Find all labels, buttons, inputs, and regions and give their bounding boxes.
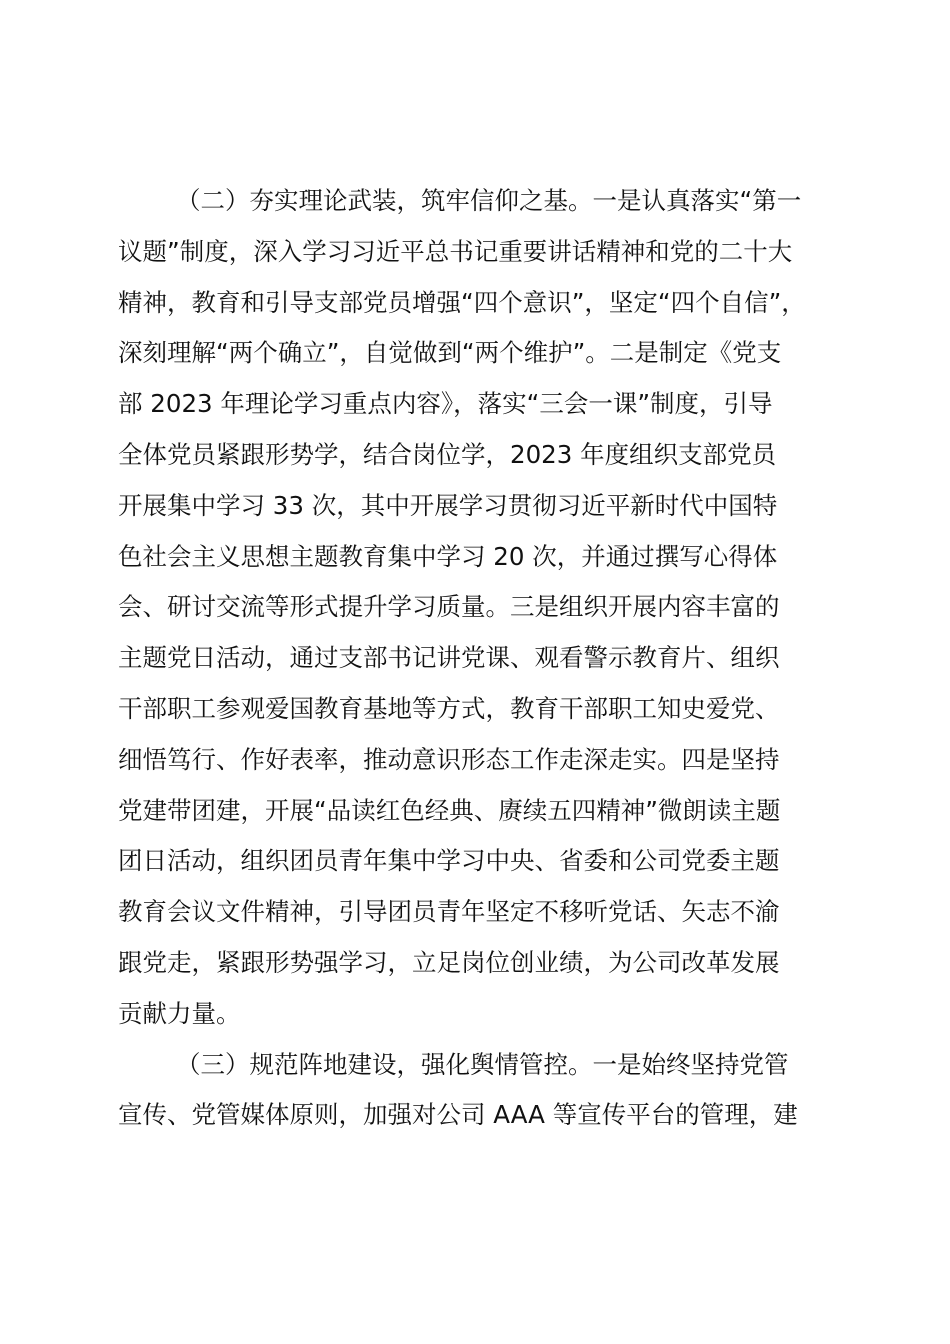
paragraph-2-line-8: 色社会主义思想主题教育集中学习 20 次，并通过撰写心得体 (118, 541, 778, 571)
paragraph-2-line-1: （二）夯实理论武装，筑牢信仰之基。一是认真落实“第一 (176, 186, 802, 215)
paragraph-2-line-9: 会、研讨交流等形式提升学习质量。三是组织开展内容丰富的 (118, 592, 780, 622)
paragraph-2-line-12: 细悟笃行、作好表率，推动意识形态工作走深走实。四是坚持 (118, 744, 780, 774)
paragraph-3-line-1: （三）规范阵地建设，强化舆情管控。一是始终坚持党管 (176, 1049, 789, 1079)
paragraph-2-line-17: 贡献力量。 (118, 998, 241, 1028)
paragraph-2-line-15: 教育会议文件精神，引导团员青年坚定不移听党话、矢志不渝 (118, 897, 780, 927)
paragraph-2-line-16: 跟党走，紧跟形势强学习，立足岗位创业绩，为公司改革发展 (118, 947, 780, 977)
paragraph-2-line-13: 党建带团建，开展“品读红色经典、赓续五四精神”微朗读主题 (118, 795, 781, 825)
paragraph-2-line-14: 团日活动，组织团员青年集中学习中央、省委和公司党委主题 (118, 846, 780, 876)
paragraph-2-line-2: 议题”制度，深入学习习近平总书记重要讲话精神和党的二十大 (118, 236, 793, 266)
paragraph-2-line-5: 部 2023 年理论学习重点内容》，落实“三会一课”制度，引导 (118, 389, 773, 419)
paragraph-2-line-10: 主题党日活动，通过支部书记讲党课、观看警示教育片、组织 (118, 643, 780, 673)
document-body (118, 176, 833, 1141)
paragraph-2-line-6: 全体党员紧跟形势学，结合岗位学，2023 年度组织支部党员 (118, 439, 777, 469)
paragraph-2-line-11: 干部职工参观爱国教育基地等方式，教育干部职工知史爱党、 (118, 693, 780, 723)
paragraph-3-line-2: 宣传、党管媒体原则，加强对公司 AAA 等宣传平台的管理，建 (118, 1100, 798, 1130)
paragraph-2-line-3: 精神，教育和引导支部党员增强“四个意识”，坚定“四个自信”， (118, 287, 806, 317)
paragraph-2-line-4: 深刻理解“两个确立”，自觉做到“两个维护”。二是制定《党支 (118, 338, 782, 368)
paragraph-2-line-7: 开展集中学习 33 次，其中开展学习贯彻习近平新时代中国特 (118, 490, 778, 520)
